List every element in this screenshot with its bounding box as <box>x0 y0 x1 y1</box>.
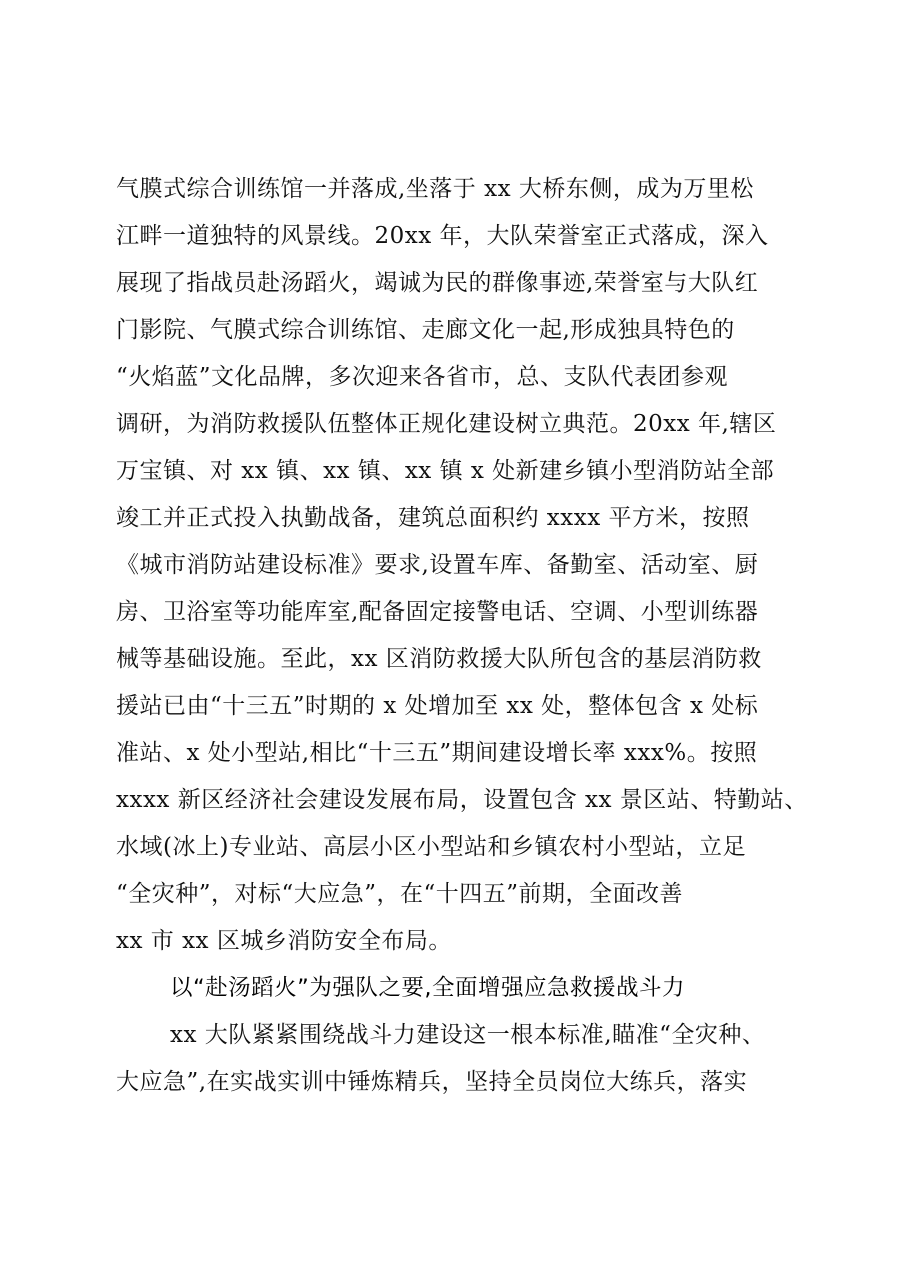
section-heading: 以“赴汤蹈火”为强队之要,全面增强应急救援战斗力 <box>170 975 685 1001</box>
text-line: 门影院、气膜式综合训练馆、走廊文化一起,形成独具特色的 <box>116 317 735 343</box>
text-line: 水域(冰上)专业站、高层小区小型站和乡镇农村小型站，立足 <box>116 834 746 860</box>
paragraph-2 <box>116 1012 816 1106</box>
document-body <box>116 166 816 1106</box>
text-line: 《城市消防站建设标准》要求,设置车库、备勤室、活动室、厨 <box>116 552 759 578</box>
text-line: “火焰蓝”文化品牌，多次迎来各省市，总、支队代表团参观 <box>116 364 729 390</box>
text-line: 械等基础设施。至此，xx 区消防救援大队所包含的基层消防救 <box>116 646 762 672</box>
text-line: 竣工并正式投入执勤战备，建筑总面积约 xxxx 平方米，按照 <box>116 505 750 531</box>
text-line: 江畔一道独特的风景线。20xx 年，大队荣誉室正式落成，深入 <box>116 223 769 249</box>
text-line: 准站、x 处小型站,相比“十三五”期间建设增长率 xxx%。按照 <box>116 740 758 766</box>
paragraph-1 <box>116 166 816 965</box>
text-line: 气膜式综合训练馆一并落成,坐落于 xx 大桥东侧，成为万里松 <box>116 176 754 202</box>
text-line: 房、卫浴室等功能库室,配备固定接警电话、空调、小型训练器 <box>116 599 759 625</box>
text-line: 调研，为消防救援队伍整体正规化建设树立典范。20xx 年,辖区 <box>116 411 777 437</box>
text-line: 援站已由“十三五”时期的 x 处增加至 xx 处，整体包含 x 处标 <box>116 693 759 719</box>
text-line: 展现了指战员赴汤蹈火，竭诚为民的群像事迹,荣誉室与大队红 <box>116 270 759 296</box>
text-line: xx 市 xx 区城乡消防安全布局。 <box>116 928 452 954</box>
text-line: 大应急”,在实战实训中锤炼精兵，坚持全员岗位大练兵，落实 <box>116 1069 748 1095</box>
text-line: xxxx 新区经济社会建设发展布局，设置包含 xx 景区站、特勤站、 <box>116 787 808 813</box>
text-line: 万宝镇、对 xx 镇、xx 镇、xx 镇 x 处新建乡镇小型消防站全部 <box>116 458 775 484</box>
text-line: xx 大队紧紧围绕战斗力建设这一根本标准,瞄准“全灾种、 <box>170 1022 766 1048</box>
text-line: “全灾种”，对标“大应急”，在“十四五”前期，全面改善 <box>116 881 684 907</box>
